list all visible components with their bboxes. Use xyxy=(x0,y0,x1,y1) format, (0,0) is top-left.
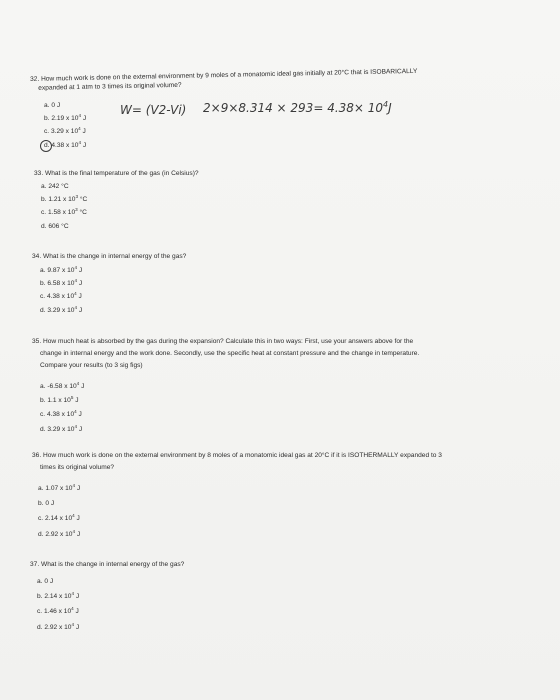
option-32c[interactable]: c. 3.29 x $10^4$ J xyxy=(44,126,86,136)
option-35a[interactable]: a. -6.58 x $10^4$ J xyxy=(40,380,85,390)
question-35-stem-line3: Compare your results (to 3 sig figs) xyxy=(40,362,143,370)
option-34d[interactable]: d. 3.29 x $10^4$ J xyxy=(40,304,83,314)
question-36-stem-line2: times its original volume? xyxy=(40,464,115,472)
question-34 xyxy=(32,252,522,261)
option-37a[interactable]: a. 0 J xyxy=(37,578,54,585)
question-32 xyxy=(30,65,520,94)
option-37c[interactable]: c. 1.46 x $10^4$ J xyxy=(37,606,79,616)
handwritten-formula: W= (V2-Vi) xyxy=(120,103,187,117)
question-32-stem-line2: expanded at 1 atm to 3 times its original volume? xyxy=(38,82,182,93)
question-34-options xyxy=(34,266,154,315)
option-36a[interactable]: a. 1.07 x $10^4$ J xyxy=(38,482,81,492)
option-35c[interactable]: c. 4.38 x $10^4$ J xyxy=(40,409,82,419)
option-35d[interactable]: d. 3.29 x $10^4$ J xyxy=(40,423,83,433)
question-35-stem-line2: change in internal energy and the work done. Secondly, use the specific heat at constant pressure and the change in temperature. xyxy=(40,350,420,358)
question-36-stem-line1: 36. How much work is done on the external environment by 8 moles of a monatomic ideal gas at 20°C if it is ISOTHERMALLY expanded to 3 xyxy=(32,452,442,459)
option-32d[interactable]: d. 4.38 x $10^4$ J xyxy=(44,139,87,149)
question-35-options xyxy=(34,382,154,434)
handwritten-calculation: $2\times 9\times 8.314 \times 293= 4.38\times 10^4J$ xyxy=(203,100,392,115)
option-36d[interactable]: d. 2.92 x $10^4$ J xyxy=(38,528,81,538)
question-35 xyxy=(32,337,532,371)
option-33d[interactable]: d. 606 °C xyxy=(41,222,69,230)
option-36b[interactable]: b. 0 J xyxy=(38,500,55,508)
answer-circle-32d xyxy=(40,140,52,152)
question-33-options xyxy=(35,182,155,231)
question-37-stem: 37. What is the change in internal energy of the gas? xyxy=(30,561,185,568)
question-32-stem-line1: 32. How much work is done on the external environment by 9 moles of a monatomic ideal gas initially at 20°C that is ISOBARICALLY xyxy=(30,67,418,83)
question-34-stem: 34. What is the change in internal energy of the gas? xyxy=(32,253,187,260)
option-33c[interactable]: c. 1.58 x $10^3$ °C xyxy=(41,207,87,217)
option-33b[interactable]: b. 1.21 x $10^3$ °C xyxy=(41,194,88,204)
option-37d[interactable]: d. 2.92 x $10^4$ J xyxy=(37,621,80,631)
option-32b[interactable]: b. 2.19 x $10^4$ J xyxy=(44,113,87,123)
question-36 xyxy=(32,451,542,472)
option-34c[interactable]: c. 4.38 x $10^4$ J xyxy=(40,291,82,301)
option-37b[interactable]: b. 2.14 x $10^4$ J xyxy=(37,591,80,601)
question-36-options xyxy=(32,484,152,539)
question-33-stem: 33. What is the final temperature of the gas (in Celsius)? xyxy=(34,170,199,177)
option-33a[interactable]: a. 242 °C xyxy=(41,183,69,190)
option-34b[interactable]: b. 6.58 x $10^4$ J xyxy=(40,278,83,288)
option-35b[interactable]: b. 1.1 x $10^5$ J xyxy=(40,395,79,405)
question-37-options xyxy=(31,577,151,632)
question-33 xyxy=(34,169,524,178)
option-36c[interactable]: c. 2.14 x $10^4$ J xyxy=(38,513,80,523)
option-34a[interactable]: a. 9.87 x $10^4$ J xyxy=(40,264,83,274)
option-32a[interactable]: a. 0 J xyxy=(44,102,61,109)
question-37 xyxy=(30,560,520,569)
question-35-stem-line1: 35. How much heat is absorbed by the gas during the expansion? Calculate this in two ways: First, use your answers above for the xyxy=(32,338,414,345)
